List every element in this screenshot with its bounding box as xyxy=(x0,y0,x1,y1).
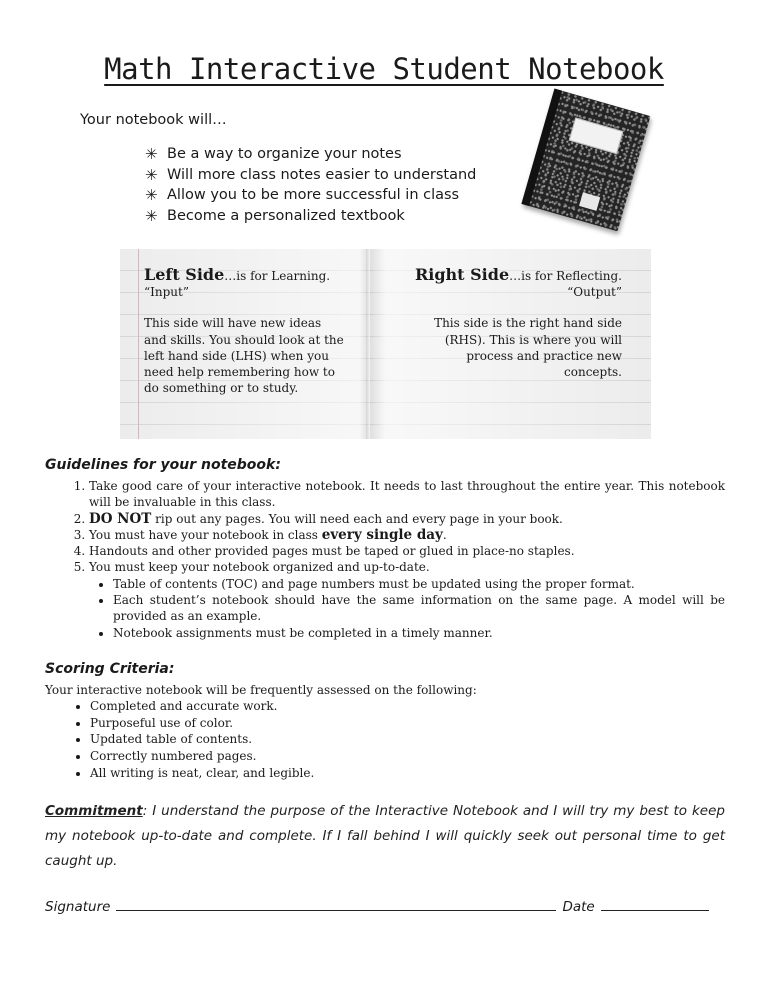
commitment-paragraph: Commitment: I understand the purpose of the Interactive Notebook and I will try my best to keep my notebook up-to-date and complete. If I fall behind I will quickly seek out personal time to get caught up. xyxy=(45,803,725,869)
commitment-text: I understand the purpose of the Interactive Notebook and I will try my best to keep my notebook up-to-date and complete. If I fall behind I will quickly seek out personal time to get caught up. xyxy=(45,803,725,869)
guideline-item: 4. Handouts and other provided pages must be taped or glued in place-no staples. xyxy=(89,543,725,559)
criteria-item: • Completed and accurate work. xyxy=(90,698,314,715)
scoring-intro: Your interactive notebook will be frequently assessed on the following: xyxy=(45,683,477,697)
asterisk-bullet-icon: ✳ xyxy=(145,186,158,204)
left-side-subtitle: “Input” xyxy=(144,285,189,300)
signature-line[interactable] xyxy=(116,899,556,911)
notebook-sticker xyxy=(579,192,600,210)
margin-line xyxy=(138,249,139,439)
right-side-heading: Right Side xyxy=(414,265,510,284)
guideline-subitem: • Each student’s notebook should have the same information on the same page. A model will be provided as an example. xyxy=(113,592,725,625)
goal-item: ✳ Will more class notes easier to understand xyxy=(145,165,477,184)
goal-item: ✳ Allow you to be more successful in class xyxy=(145,186,460,204)
page-title: Math Interactive Student Notebook xyxy=(104,52,664,86)
guideline-item: 5. You must keep your notebook organized and up-to-date. • Table of contents (TOC) and page numbers must be updated using the proper format. • Each student’s notebook should have the same information on the same page. A model will be provided as an example. • Notebook assignments must be completed in a timely manner. xyxy=(89,559,725,640)
left-side-body: This side will have new ideas and skills. You should look at the left hand side (LHS) when you need help remembering how to do something or to study. xyxy=(144,316,344,396)
right-side-subtitle: “Output” xyxy=(567,285,622,300)
guideline-subitem: • Notebook assignments must be completed in a timely manner. xyxy=(113,625,725,641)
commitment-heading: Commitment xyxy=(45,803,143,819)
guidelines-list xyxy=(45,478,725,641)
guideline-subitem: • Table of contents (TOC) and page numbers must be updated using the proper format. xyxy=(113,576,725,592)
criteria-item: • Purposeful use of color. xyxy=(90,715,314,732)
signature-row xyxy=(45,899,715,915)
scoring-heading: Scoring Criteria: xyxy=(45,661,175,677)
guideline-item: 1. Take good care of your interactive notebook. It needs to last throughout the entire year. This notebook will be invaluable in this class. xyxy=(89,478,725,511)
criteria-item: • All writing is neat, clear, and legible. xyxy=(90,765,314,782)
guideline-sublist xyxy=(89,576,725,641)
criteria-item: • Updated table of contents. xyxy=(90,731,314,748)
left-side-heading: Left Side xyxy=(144,265,225,284)
asterisk-bullet-icon: ✳ xyxy=(145,206,158,225)
lined-paper-panel xyxy=(120,249,651,439)
right-side-column: Right Side…is for Reflecting. “Output” This side is the right hand side (RHS). This is where you will process and practice new concepts. xyxy=(410,267,622,380)
guideline-item: 3. You must have your notebook in class every single day. xyxy=(89,527,725,543)
signature-label: Signature xyxy=(45,899,111,915)
notebook-label xyxy=(569,117,624,154)
guideline-item: 2. DO NOT rip out any pages. You will need each and every page in your book. xyxy=(89,511,725,527)
right-side-body: This side is the right hand side (RHS). This is where you will process and practice new concepts. xyxy=(434,316,622,380)
guidelines-heading: Guidelines for your notebook: xyxy=(45,457,281,473)
asterisk-bullet-icon: ✳ xyxy=(145,145,158,163)
goal-item: ✳ Become a personalized textbook xyxy=(145,206,405,225)
date-line[interactable] xyxy=(601,899,709,911)
guidelines-section xyxy=(45,478,725,641)
goal-item: ✳ Be a way to organize your notes xyxy=(145,145,402,163)
scoring-criteria-list xyxy=(90,698,314,782)
asterisk-bullet-icon: ✳ xyxy=(145,165,158,184)
composition-notebook-image xyxy=(521,89,650,232)
left-side-column: Left Side…is for Learning. “Input” This side will have new ideas and skills. You should look at the left hand side (LHS) when you need help remembering how to do something or to study. xyxy=(144,265,344,396)
criteria-item: • Correctly numbered pages. xyxy=(90,748,314,765)
intro-text: Your notebook will… xyxy=(80,112,227,128)
goals-list xyxy=(145,144,476,226)
date-label: Date xyxy=(562,899,595,915)
paper-fold xyxy=(366,249,370,439)
